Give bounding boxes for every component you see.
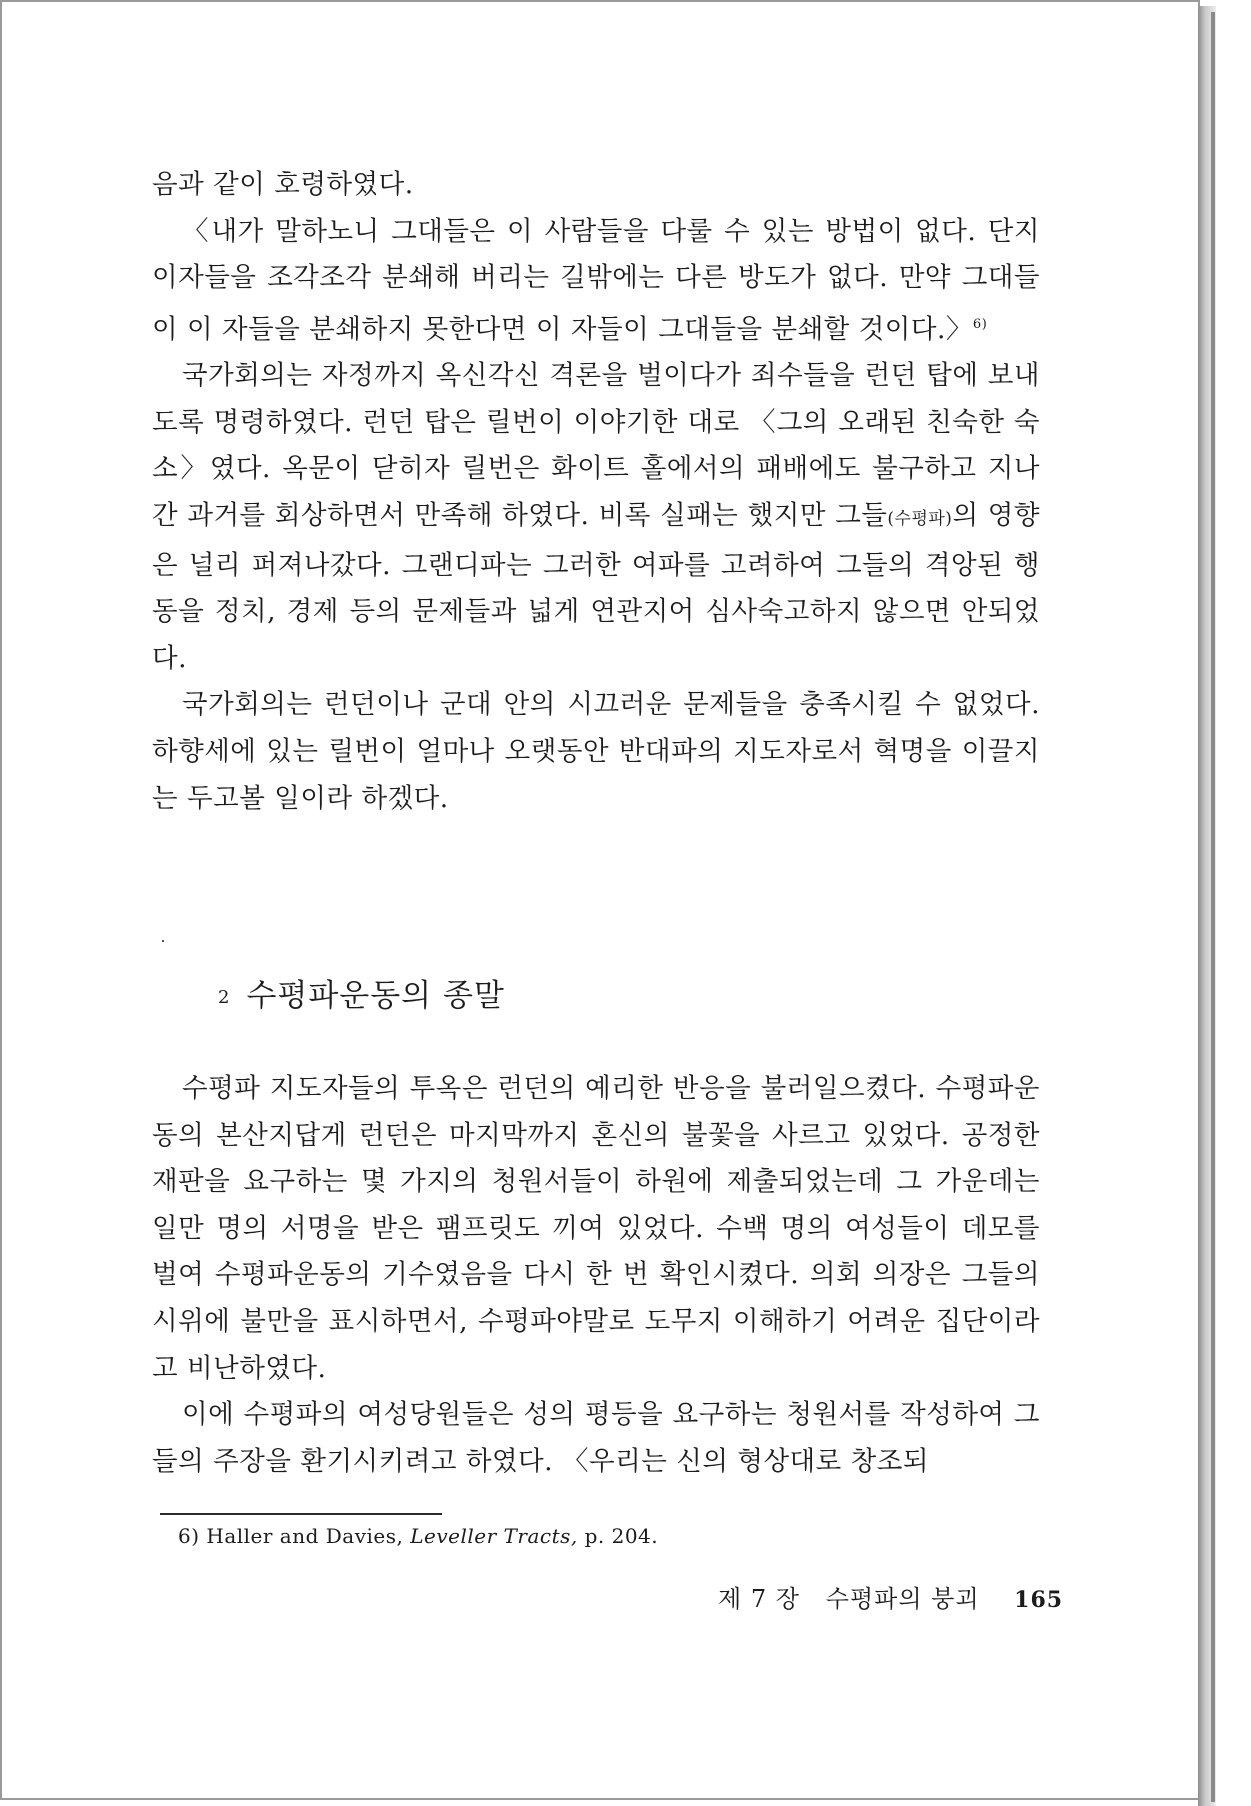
paragraph-2-quote bbox=[152, 209, 1040, 354]
footnote-rule bbox=[160, 1513, 442, 1515]
section-heading bbox=[218, 970, 505, 1015]
body-text-lower bbox=[152, 1066, 1040, 1485]
paragraph-5: 수평파 지도자들의 투옥은 런던의 예리한 반응을 불러일으켰다. 수평파운동의 본산지답게 런던은 마지막까지 혼신의 불꽃을 사르고 있었다. 공정한 재판을 요구하는 몇 가지의 청원서들이 하원에 제출되었는데 그 가운데는 일만 명의 서명을 받은 팸프릿도 끼여 있었다. 수백 명의 여성들이 데모를 벌여 수평파운동의 기수였음을 다시 한 번 확인시켰다. 의회 의장은 그들의 시위에 불만을 표시하면서, 수평파야말로 도무지 이해하기 어려운 집단이라고 비난하였다. bbox=[152, 1073, 1040, 1384]
paragraph-4: 국가회의는 런던이나 군대 안의 시끄러운 문제들을 충족시킬 수 없었다. 하향세에 있는 릴번이 얼마나 오랫동안 반대파의 지도자로서 혁명을 이끌지는 두고볼 일이라 하겠다. bbox=[152, 689, 1040, 814]
footnote-6 bbox=[178, 1524, 658, 1548]
paragraph-3 bbox=[152, 353, 1040, 682]
footnote-marker: 6) bbox=[178, 1524, 200, 1548]
chapter-label: 제 7 장 bbox=[718, 1585, 800, 1613]
paragraph-6: 이에 수평파의 여성당원들은 성의 평등을 요구하는 청원서를 작성하여 그들의 주장을 환기시키려고 하였다. 〈우리는 신의 형상대로 창조되 bbox=[152, 1399, 1040, 1477]
page-edge-line bbox=[1211, 12, 1215, 1802]
page-number: 165 bbox=[1014, 1587, 1064, 1613]
paragraph-3-part-2: 의 영향은 널리 퍼져나갔다. 그랜디파는 그러한 여파를 고려하여 그들의 격앙된 행동을 정치, 경제 등의 문제들과 넓게 연관지어 심사숙고하지 않으면 안되었다. bbox=[152, 499, 1040, 674]
running-footer bbox=[718, 1579, 1063, 1614]
paragraph-3-parenthetical: (수평파) bbox=[887, 508, 953, 529]
section-title: 수평파운동의 종말 bbox=[246, 978, 505, 1014]
footnote-authors: Haller and Davies, bbox=[206, 1524, 404, 1548]
body-text-upper bbox=[152, 162, 1040, 822]
paragraph-3-part-1: 국가회의는 자정까지 옥신각신 격론을 벌이다가 죄수들을 런던 탑에 보내도록 명령하였다. 런던 탑은 릴번이 이야기한 대로 〈그의 오래된 친숙한 숙소〉였다. 옥문이 닫히자 릴번은 화이트 홀에서의 패배에도 불구하고 지나간 과거를 회상하면서 만족해 하였다. 비록 실패는 했지만 그들 bbox=[152, 360, 1040, 531]
chapter-title: 수평파의 붕괴 bbox=[825, 1585, 980, 1613]
speck bbox=[162, 940, 164, 942]
footnote-page: p. 204. bbox=[584, 1524, 659, 1548]
footnote-title: Leveller Tracts, bbox=[410, 1524, 578, 1548]
footnote-ref-6: 6) bbox=[972, 316, 988, 332]
quote-text: 〈내가 말하노니 그대들은 이 사람들을 다룰 수 있는 방법이 없다. 단지 이자들을 조각조각 분쇄해 버리는 길밖에는 다른 방도가 없다. 만약 그대들이 이 자들을 분쇄하지 못한다면 이 자들이 그대들을 분쇄할 것이다.〉 bbox=[152, 215, 1040, 345]
paragraph-1: 음과 같이 호령하였다. bbox=[152, 169, 414, 200]
section-number: 2 bbox=[218, 987, 231, 1008]
